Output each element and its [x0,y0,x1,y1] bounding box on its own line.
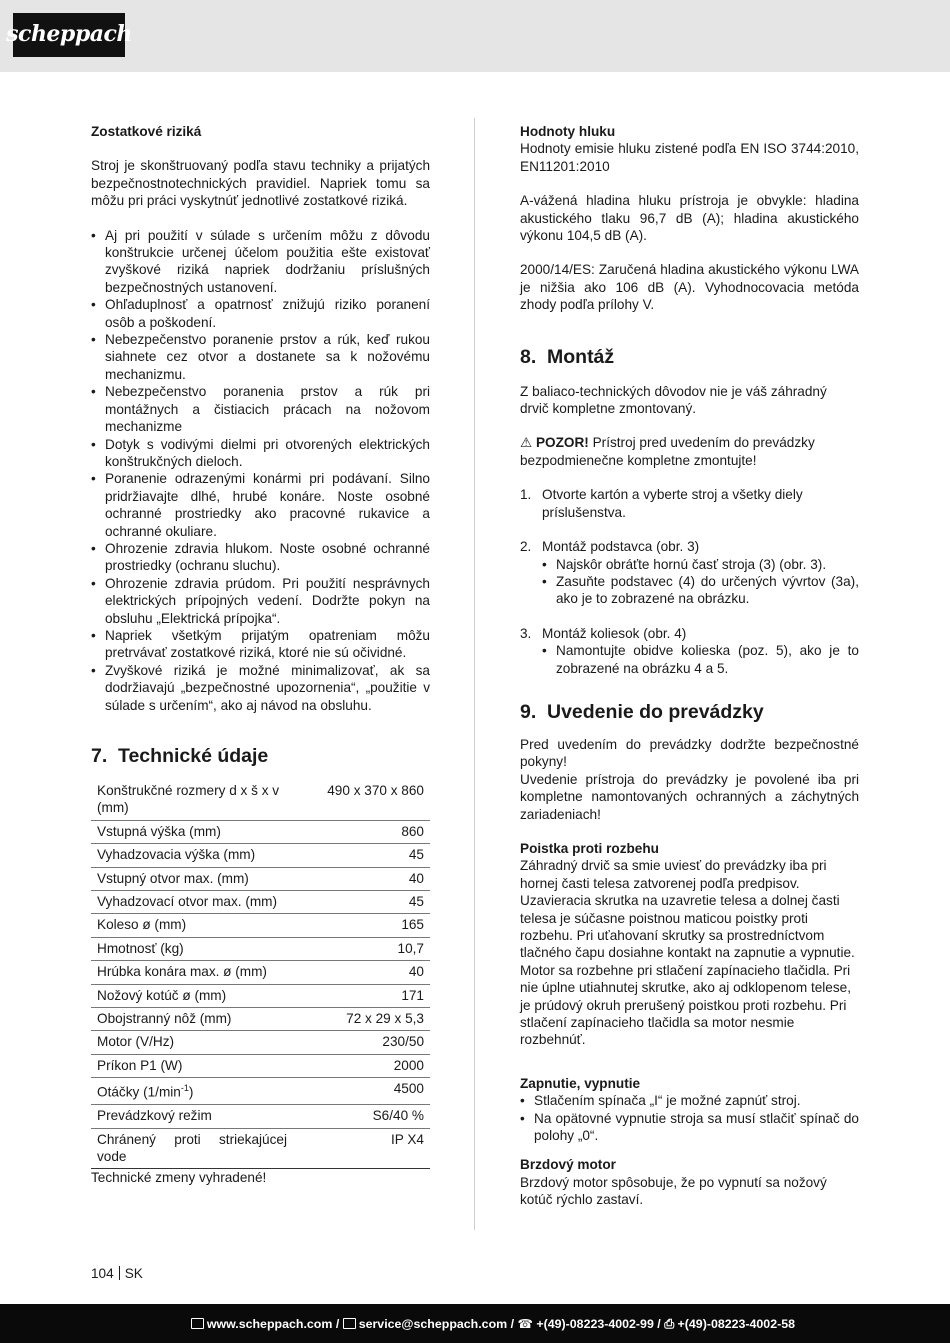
spec-value: S6/40 % [293,1105,430,1128]
spec-label: Otáčky $(1/\min^{-1})$ [91,1078,293,1105]
brake-text: Brzdový motor spôsobuje, že po vypnutí sa nožový kotúč rýchlo zastaví. [520,1174,827,1208]
spec-label: Vyhadzovacia výška (mm) [91,844,293,867]
spec-label: Nožový kotúč ø (mm) [91,984,293,1007]
table-row [91,844,430,867]
list-item: • Stlačením spínača „I“ je možné zapnúť stroj. [520,1092,859,1109]
mail-icon [343,1318,356,1329]
assembly-steps [520,486,859,677]
spec-value: 4500 [293,1078,430,1105]
spec-label: Vstupná výška (mm) [91,820,293,843]
spec-label: Vstupný otvor max. (mm) [91,867,293,890]
spec-value: 171 [293,984,430,1007]
fuse-text: Záhradný drvič sa smie uviesť do prevádzky iba pri hornej časti telesa zatvorenej podľa predpisov. Uzavieracia skrutka na uzavretie telesa a dolnej časti telesa je súčasne poistnou maticou poistky proti rozbehu. Pri uťahovaní skrutky sa prostredníctvom tlačného čapu dosiahne kontakt na zapnutie a vypnutie. Motor sa rozbehne pri stlačení zapínacieho tlačidla. Pri nie úplne utiahnutej skrutke, ako aj odklopenom telese, je prúdový okruh prerušený poistkou proti rozbehu. Pri stlačení zapínacieho tlačidla sa motor nesmie rozbehnúť. [520,858,855,1048]
spec-value: 45 [293,844,430,867]
spec-value: 40 [293,867,430,890]
spec-label: Prevádzkový režim [91,1105,293,1128]
step-sublist [542,556,859,608]
table-row [91,891,430,914]
brake-title: Brzdový motor [520,1157,616,1173]
fuse-title: Poistka proti rozbehu [520,840,659,856]
technical-changes-note: Technické zmeny vyhradené! [91,1170,267,1186]
footer-bar [0,1304,950,1343]
spec-value: 230/50 [293,1031,430,1054]
list-item [520,538,859,608]
noise-values-title: Hodnoty hluku [520,124,616,139]
list-item: • Napriek všetkým prijatým opatreniam môžu pretrvávať zostatkové riziká, ktoré nie sú očividné. [91,627,430,662]
step-text: Otvorte kartón a vyberte stroj a všetky diely príslušenstva. [542,487,803,520]
startup-p1: Pred uvedením do prevádzky dodržte bezpečnostné pokyny! [520,736,859,770]
table-row [91,1078,430,1105]
table-row [91,937,430,960]
list-item: • Nebezpečenstvo poranenie prstov a rúk, keď rukou siahnete cez otvor a dostanete sa k nožovému mechanizmu. [91,331,430,383]
list-item: • Ohrozenie zdravia hlukom. Noste osobné ochranné prostriedky (ochranu sluchu). [91,540,430,575]
separator: / [510,1317,518,1331]
separator: / [335,1317,343,1331]
spec-value: IP X4 [293,1128,430,1169]
spec-label: Príkon P1 (W) [91,1054,293,1077]
table-row [91,914,430,937]
computer-icon [191,1318,204,1329]
spec-label: Obojstranný nôž (mm) [91,1008,293,1031]
section-number: 9. [520,700,537,723]
warning-note [520,434,859,469]
section-number: 8. [520,345,537,368]
table-row [91,780,430,820]
fax-icon: ⎙ [664,1317,678,1331]
list-item: • Ohľaduplnosť a opatrnosť znižujú riziko poranení osôb a poškodení. [91,296,430,331]
switch-list [520,1092,859,1144]
step-number: 1. [520,487,532,503]
page-number: 104 [91,1266,114,1281]
section-number: 7. [91,745,108,767]
list-item: • Namontujte obidve kolieska (poz. 5), ako je to zobrazené na obrázku 4 a 5. [542,642,859,677]
spec-value: 165 [293,914,430,937]
spec-label: Motor (V/Hz) [91,1031,293,1054]
list-item: • Ohrozenie zdravia prúdom. Pri použití nesprávnych elektrických prípojných vedení. Dodržte pokyn na obsluhu „Elektrická prípojka“. [91,575,430,627]
switch-title: Zapnutie, vypnutie [520,1075,641,1091]
separator: / [657,1317,665,1331]
technical-data-table [91,780,430,1169]
spec-value: 490 x 370 x 860 [293,780,430,820]
phone-icon: ☎ [517,1317,537,1331]
spec-label: Hrúbka konára max. ø (mm) [91,961,293,984]
startup-heading [520,700,859,724]
fax-number: +(49)-08223-4002-58 [677,1317,795,1331]
assembly-intro: Z baliaco-technických dôvodov nie je váš záhradný drvič kompletne zmontovaný. [520,383,827,417]
list-item [520,625,859,677]
spec-value: 45 [293,891,430,914]
list-item [520,486,859,521]
spec-value: 2000 [293,1054,430,1077]
header-bar [0,0,950,72]
list-item: • Na opätovné vypnutie stroja sa musí stlačiť spínač do polohy „0“. [520,1110,859,1145]
section-title: Uvedenie do prevádzky [547,700,764,723]
spec-value: 860 [293,820,430,843]
spec-label: Chránený proti striekajúcej vode [91,1128,293,1169]
list-item: • Zasuňte podstavec (4) do určených vývrtov (3a), ako je to zobrazené na obrázku. [542,573,859,608]
spec-label: Koleso ø (mm) [91,914,293,937]
list-item: • Zvyškové riziká je možné minimalizovať, ak sa dodržiavajú „bezpečnostné upozornenia“, „použitie v súlade s určením“, ako aj návod na obsluhu. [91,662,430,714]
startup-p2: Uvedenie prístroja do prevádzky je povolené iba pri kompletne namontovaných ochranných a záchytných zariadeniach! [520,771,859,822]
spec-value: 72 x 29 x 5,3 [293,1008,430,1031]
residual-risks-title: Zostatkové riziká [91,124,202,139]
spec-label: Hmotnosť (kg) [91,937,293,960]
spec-value: 10,7 [293,937,430,960]
residual-risks-list [91,227,430,714]
language-code: SK [124,1266,143,1281]
table-row [91,1054,430,1077]
list-item: • Najskôr obráťte hornú časť stroja (3) (obr. 3). [542,556,859,573]
noise-values-p1: Hodnoty emisie hluku zistené podľa EN ISO 3744:2010, EN11201:2010 [520,141,859,174]
step-number: 3. [520,625,532,641]
residual-risks-intro: Stroj je skonštruovaný podľa stavu techniky a prijatých bezpečnostnotechnických pravidiel. Napriek tomu sa môžu pri práci vyskytnúť jednotlivé zostatkové riziká. [91,158,430,209]
step-text: Montáž podstavca (obr. 3) [542,539,700,555]
column-divider [474,118,475,1230]
table-row [91,984,430,1007]
spec-label: Vyhadzovací otvor max. (mm) [91,891,293,914]
assembly-heading [520,345,859,369]
step-sublist [542,642,859,677]
table-row [91,961,430,984]
warning-label: ⚠ POZOR! [520,435,589,451]
warning-text: Prístroj pred uvedením do prevádzky bezpodmienečne kompletne zmontujte! [520,435,815,468]
email-link[interactable]: service@scheppach.com [358,1317,508,1331]
page-separator [119,1266,120,1280]
noise-values-p3: 2000/14/ES: Zaručená hladina akustického výkonu LWA je nižšia ako 106 dB (A). Vyhodnocovacia metóda zhody podľa prílohy V. [520,262,859,313]
phone-number: +(49)-08223-4002-99 [536,1317,654,1331]
step-number: 2. [520,539,532,555]
noise-values-p2: A-vážená hladina hluku prístroja je obvykle: hladina akustického tlaku 96,7 dB (A); hladina akustického výkonu 104,5 dB (A). [520,193,859,244]
list-item: • Aj pri použití v súlade s určením môžu z dôvodu konštrukcie určenej účelom použitia ešte existovať zvyškové riziká napriek dodržaniu príslušných bezpečnostných ustanovení. [91,227,430,297]
list-item: • Dotyk s vodivými dielmi pri otvorených elektrických konštrukčných dieloch. [91,436,430,471]
section-title: Technické údaje [118,745,269,767]
superscript: -1 [180,1083,189,1094]
spec-value: 40 [293,961,430,984]
technical-data-heading [91,744,430,768]
left-column [91,123,430,1187]
table-row [91,1105,430,1128]
table-row [91,1008,430,1031]
right-column [520,123,859,1209]
list-item: • Nebezpečenstvo poranenia prstov a rúk pri montážnych a čistiacich prácach na nožovom mechanizme [91,383,430,435]
table-row [91,867,430,890]
table-row [91,1031,430,1054]
page-number-block [91,1265,143,1282]
spec-label: Konštrukčné rozmery d x š x v (mm) [91,780,293,820]
website-link[interactable]: www.scheppach.com [206,1317,333,1331]
contact-line [191,1316,795,1333]
table-row [91,1128,430,1169]
step-text: Montáž koliesok (obr. 4) [542,625,687,641]
table-row [91,820,430,843]
list-item: • Poranenie odrazenými konármi pri podávaní. Silno pridržiavajte dlhé, hrubé konáre. Noste osobné ochranné prostriedky ako pracovné rukavice a ochranné okuliare. [91,470,430,540]
brand-logo: scheppach [13,13,125,57]
section-title: Montáž [547,345,615,368]
